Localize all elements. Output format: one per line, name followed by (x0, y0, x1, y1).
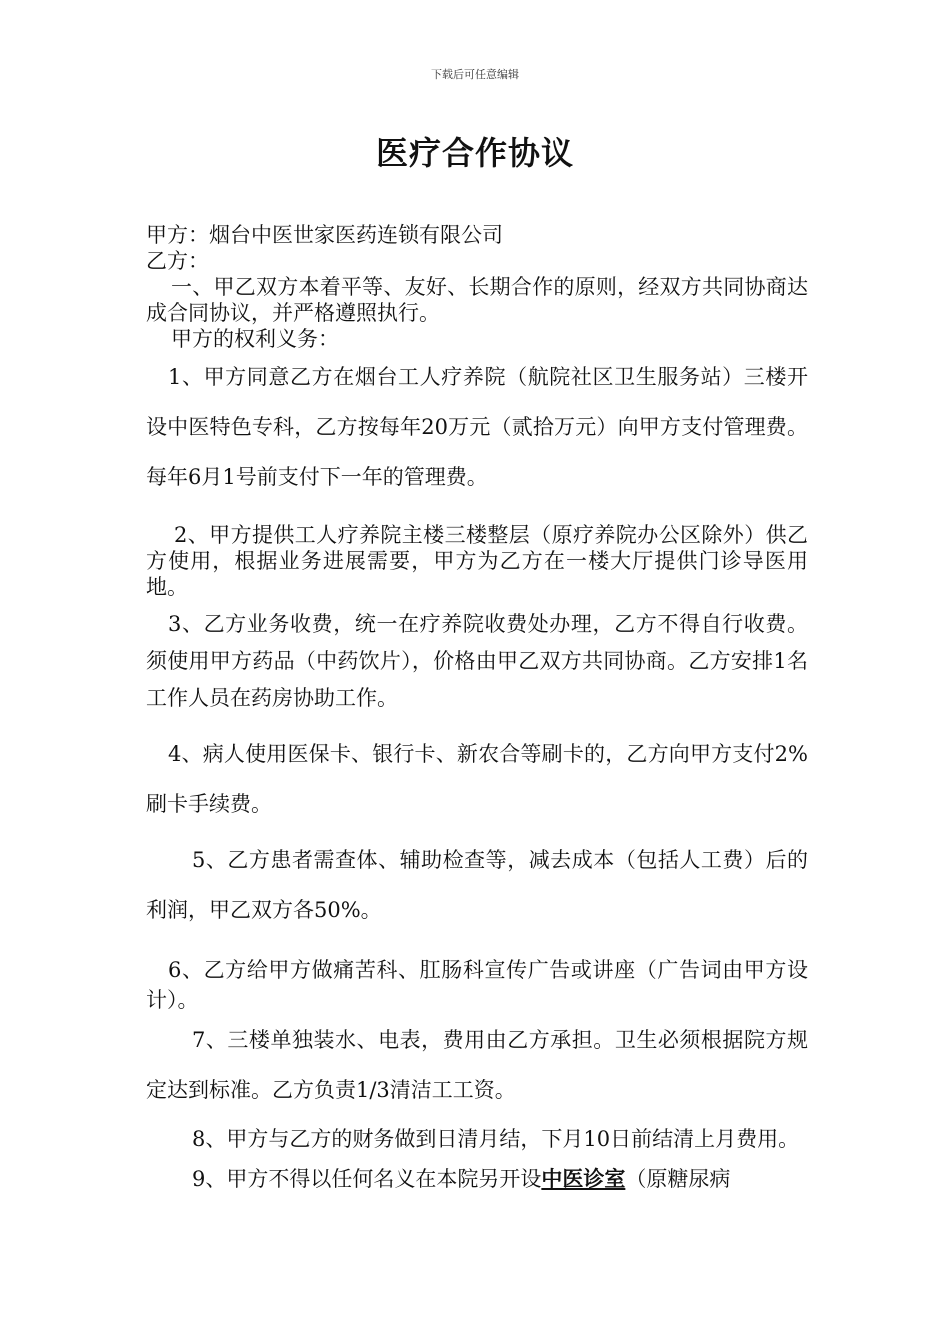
intro-paragraph: 一、甲乙双方本着平等、友好、长期合作的原则，经双方共同协商达成合同协议，并严格遵照执行。 (146, 275, 808, 325)
clause-8: 8、甲方与乙方的财务做到日清月结，下月10日前结清上月费用。 (192, 1127, 800, 1151)
clause-4: 4、病人使用医保卡、银行卡、新农合等刷卡的，乙方向甲方支付2%刷卡手续费。 (146, 742, 808, 816)
party-a-line: 甲方：烟台中医世家医药连锁有限公司 (146, 223, 503, 247)
document-title: 医疗合作协议 (375, 134, 574, 172)
clause-3: 3、乙方业务收费，统一在疗养院收费处办理，乙方不得自行收费。须使用甲方药品（中药饮片），价格由甲乙双方共同协商。乙方安排1名工作人员在药房协助工作。 (146, 612, 808, 710)
party-b-line: 乙方： (146, 249, 209, 273)
section-heading: 甲方的权利义务： (171, 327, 339, 351)
clause-9-continuation: （原糖尿病 (625, 1167, 731, 1191)
clause-9-text: 9、甲方不得以任何名义在本院另开设 (192, 1167, 542, 1191)
clause-6: 6、乙方给甲方做痛苦科、肛肠科宣传广告或讲座（广告词由甲方设计）。 (146, 958, 808, 1012)
clause-7: 7、三楼单独装水、电表，费用由乙方承担。卫生必须根据院方规定达到标准。乙方负责1/3清洁工工资。 (146, 1028, 808, 1102)
clause-2: 2、甲方提供工人疗养院主楼三楼整层（原疗养院办公区除外）供乙方使用，根据业务进展需要，甲方为乙方在一楼大厅提供门诊导医用地。 (146, 523, 808, 599)
clause-9-emphasis: 中医诊室 (541, 1166, 626, 1191)
document-body (146, 222, 808, 1197)
clause-9 (146, 1161, 808, 1197)
clause-5: 5、乙方患者需查体、辅助检查等，减去成本（包括人工费）后的利润，甲乙双方各50%。 (146, 848, 808, 922)
clause-1: 1、甲方同意乙方在烟台工人疗养院（航院社区卫生服务站）三楼开设中医特色专科，乙方按每年20万元（贰拾万元）向甲方支付管理费。每年6月1号前支付下一年的管理费。 (146, 365, 808, 489)
header-note: 下载后可任意编辑 (431, 68, 519, 81)
